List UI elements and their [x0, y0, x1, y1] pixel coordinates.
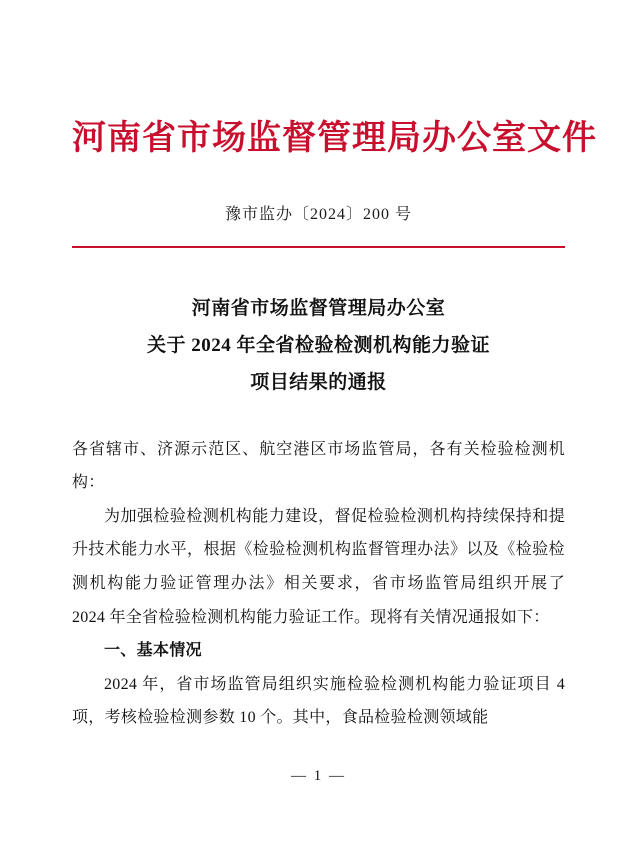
- addressee-paragraph: 各省辖市、济源示范区、航空港区市场监管局，各有关检验检测机构：: [72, 440, 565, 492]
- background-paragraph: 为加强检验检测机构能力建设，督促检验检测机构持续保持和提升技术能力水平，根据《检验检测机构监督管理办法》以及《检验检测机构能力验证管理办法》相关要求，省市场监管局组织开展了 2024 年全省检验检测机构能力验证工作。现将有关情况通报如下：: [72, 507, 565, 626]
- section-heading-basic-situation: 一、基本情况: [104, 642, 202, 660]
- document-body: [72, 433, 565, 735]
- section-paragraph-1: 2024 年，省市场监管局组织实施检验检测机构能力验证项目 4 项，考核检验检测参数 10 个。其中，食品检验检测领域能: [72, 675, 565, 727]
- issuing-authority-title: 河南省市场监督管理局办公室文件: [72, 120, 597, 157]
- title-line-1: 河南省市场监督管理局办公室: [191, 297, 446, 319]
- page-number: — 1 —: [291, 768, 346, 784]
- document-header: [72, 0, 597, 161]
- red-divider-rule: [72, 246, 565, 248]
- document-title: [72, 290, 565, 401]
- document-number: 豫市监办〔2024〕200 号: [224, 205, 412, 223]
- title-line-2: 关于 2024 年全省检验检测机构能力验证: [146, 334, 490, 356]
- title-line-3: 项目结果的通报: [250, 371, 387, 393]
